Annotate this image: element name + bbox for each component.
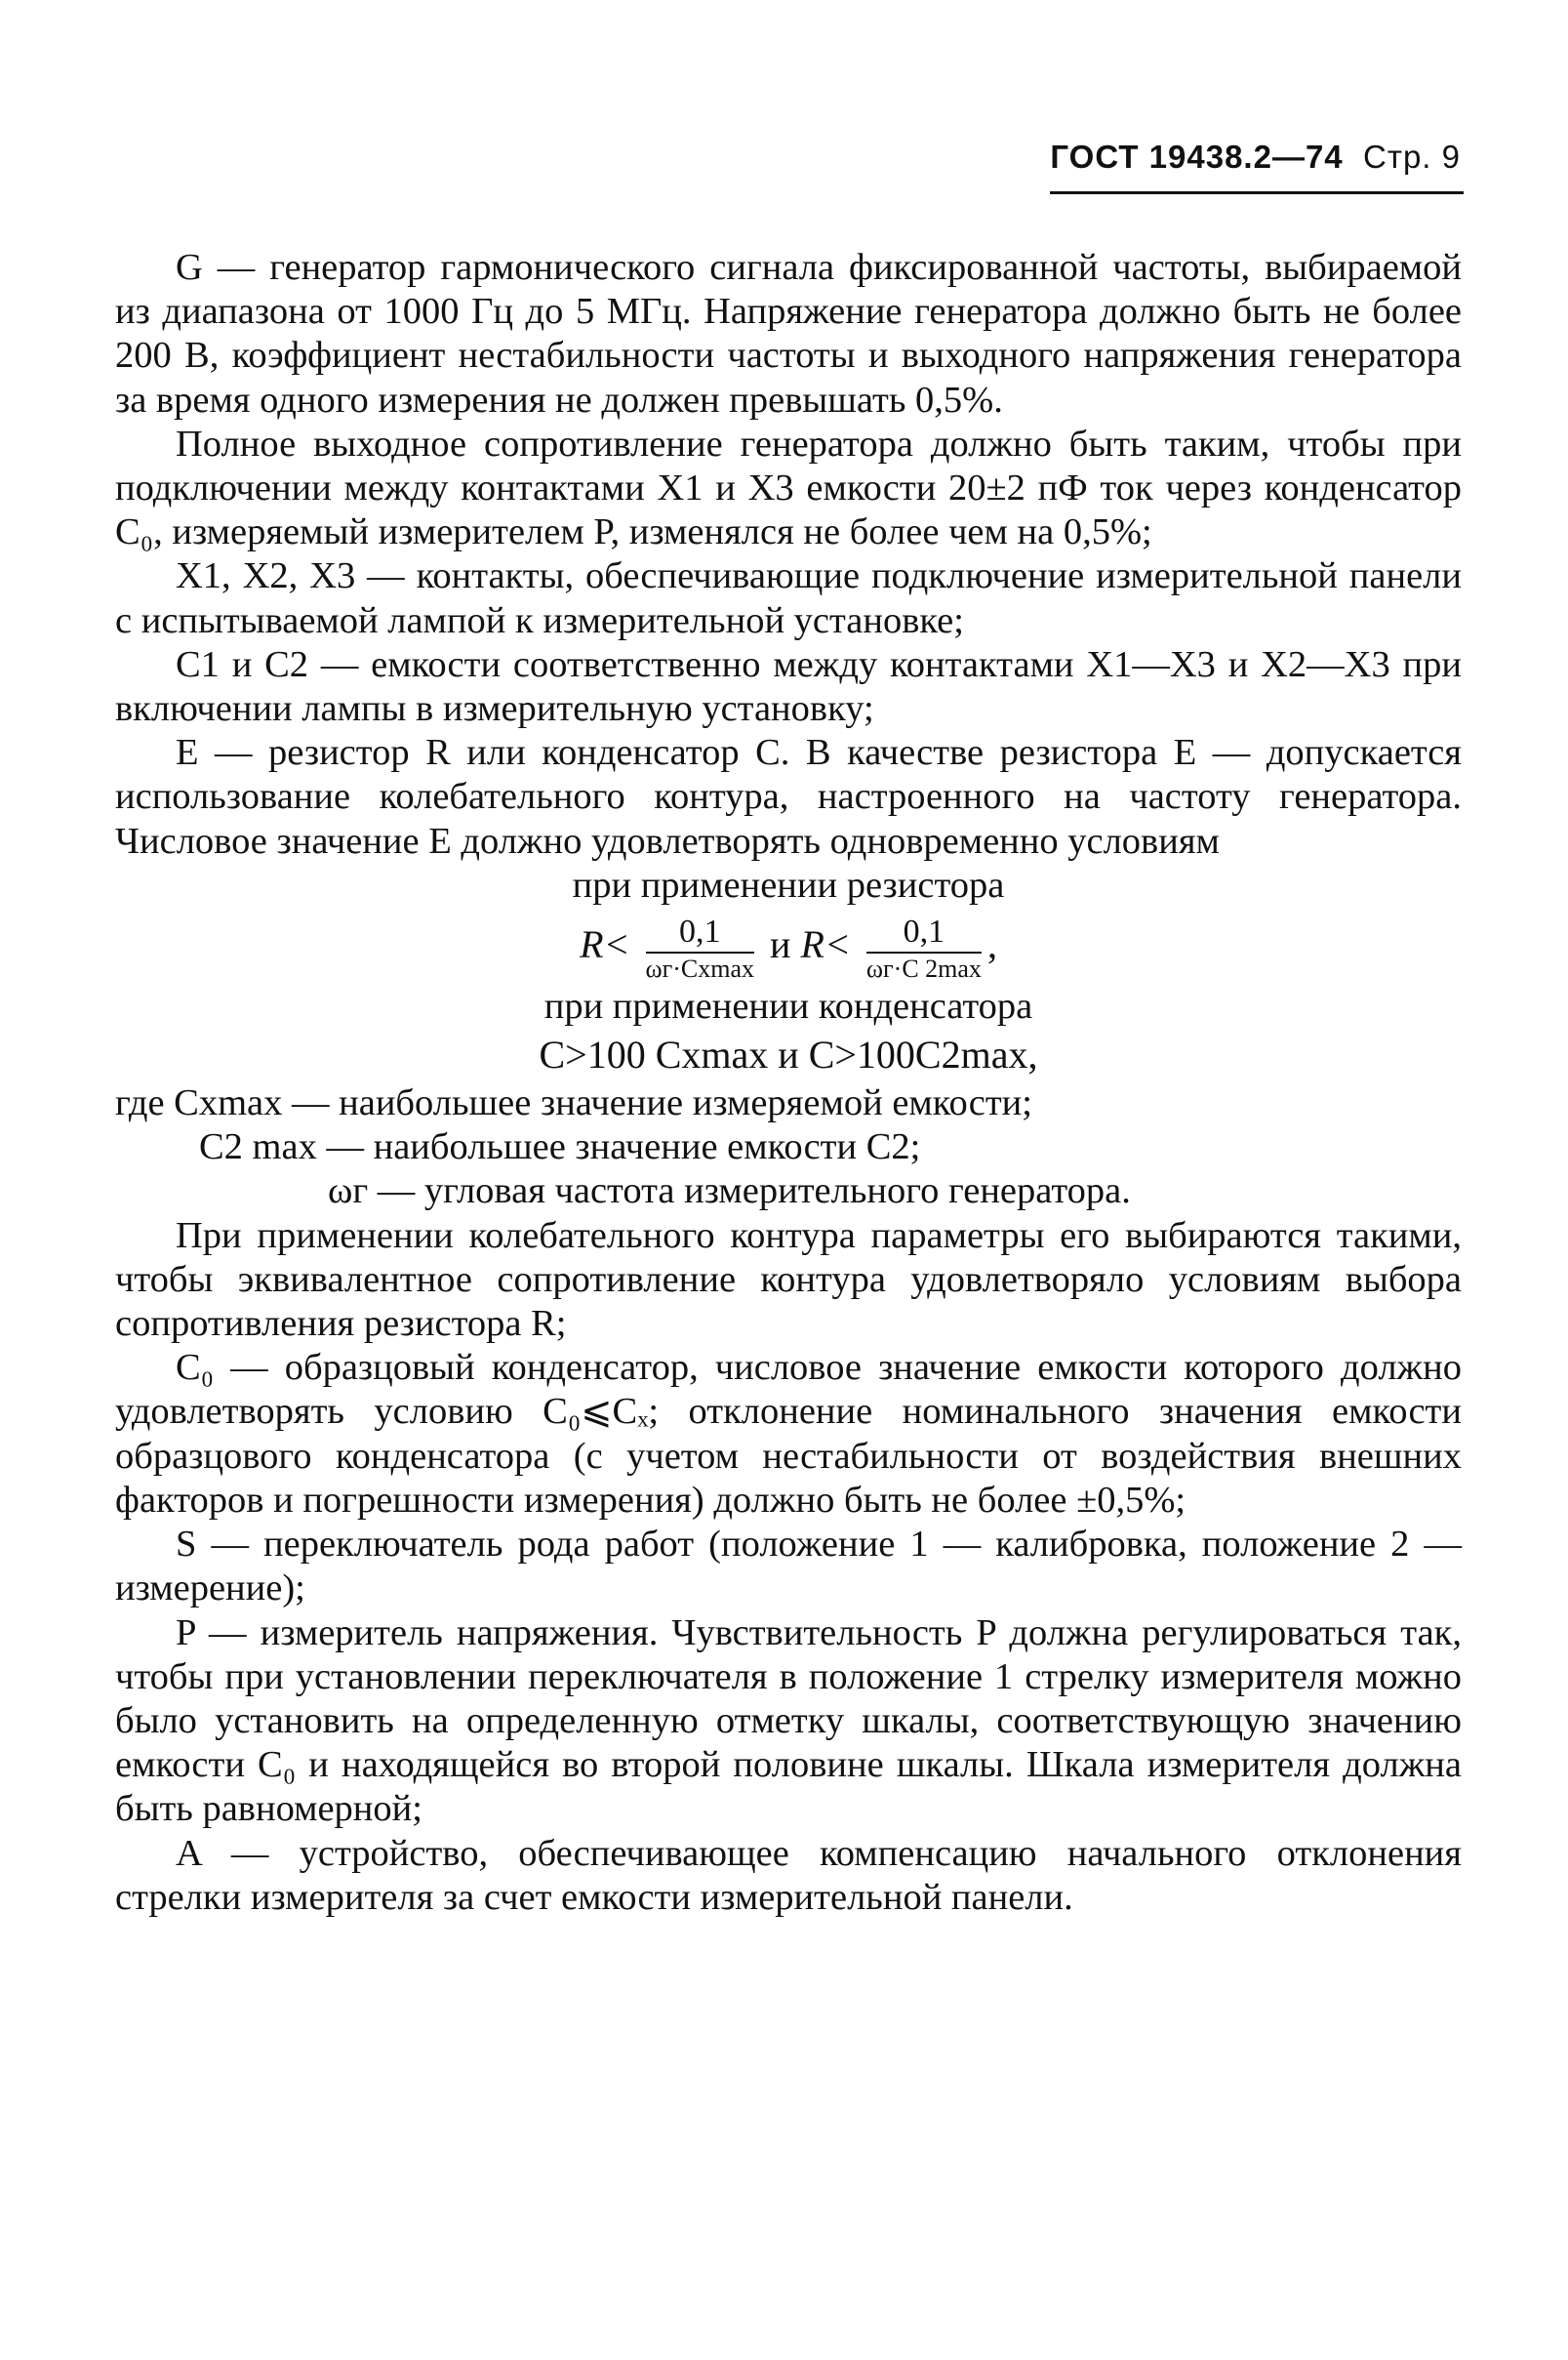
definition-c2max: C2 max — наибольшее значение емкости C2; [199,1126,921,1168]
fraction-1-denominator: ωг·Cxmax [645,954,755,983]
paragraph-element-e: E — резистор R или конденсатор C. В качестве резистора E — допускается использование колебательного контура, настроенного на частоту генератора. Числовое значение E должно удовлетворять одновременно условиям [115,732,1462,862]
page-header [0,139,1461,176]
paragraph-impedance: Полное выходное сопротивление генератора должно быть таким, чтобы при подключении между контактами X1 и X3 емкости 20±2 пФ ток через конденсатор C₀, измеряемый измерителем P, изменялся не более чем на 0,5%; [115,423,1462,553]
definition-omega: ωг — угловая частота измерительного генератора. [328,1170,1131,1212]
paragraph-switch: S — переключатель рода работ (положение 1 — калибровка, положение 2 — измерение); [115,1524,1462,1609]
page-number: Стр. 9 [1363,139,1461,175]
formula-r-conjunction: и [770,922,791,967]
fraction-1-numerator: 0,1 [646,913,755,954]
formula-r-lhs1: R< [580,922,630,967]
paragraph-meter: P — измеритель напряжения. Чувствительность P должна регулироваться так, чтобы при установлении переключателя в положение 1 стрелку измерителя можно было установить на определенную отметку шкалы, соответствующую значению емкости C₀ и находящейся во второй половине шкалы. Шкала измерителя должна быть равномерной; [115,1611,1462,1830]
formula-capacitor: C>100 Cxmax и C>100C2max, [539,1033,1038,1078]
paragraph-generator: G — генератор гармонического сигнала фиксированной частоты, выбираемой из диапазона от 1000 Гц до 5 МГц. Напряжение генератора должно быть не более 200 В, коэффициент нестабильности частоты и выходного напряжения генератора за время одного измерения не должен превышать 0,5%. [115,247,1462,421]
formula-r-lhs2: R< [800,922,851,967]
document-id: ГОСТ 19438.2—74 [1050,139,1344,175]
paragraph-contacts: X1, X2, X3 — контакты, обеспечивающие подключение измерительной панели с испытываемой лампой к измерительной установке; [115,555,1462,641]
fraction-1 [646,913,755,985]
fraction-2 [866,913,982,985]
capacitor-intro: при применении конденсатора [543,985,1033,1027]
paragraph-compensation: A — устройство, обеспечивающее компенсацию начального отклонения стрелки измерителя за счет емкости измерительной панели. [115,1832,1462,1918]
paragraph-capacitances: C1 и C2 — емкости соответственно между контактами X1—X3 и X2—X3 при включении лампы в измерительную установку; [115,643,1462,730]
definition-cxmax: где Cxmax — наибольшее значение измеряемой емкости; [115,1082,1032,1124]
fraction-2-denominator: ωг·C 2max [865,954,982,983]
definitions-list [115,1081,1462,1214]
resistor-intro: при применении резистора [572,864,1005,906]
body-text [115,246,1462,1920]
header-rule [1050,191,1464,194]
formula-resistor [115,908,1462,985]
paragraph-circuit: При применении колебательного контура параметры его выбираются такими, чтобы эквивалентное сопротивление контура удовлетворяло условиям выбора сопротивления резистора R; [115,1214,1462,1345]
fraction-2-numerator: 0,1 [866,913,982,954]
formula-r-tail: , [986,922,997,967]
paragraph-reference-capacitor: C₀ — образцовый конденсатор, числовое значение емкости которого должно удовлетворять условию C₀⩽Cₓ; отклонение номинального значения емкости образцового конденсатора (с учетом нестабильности от воздействия внешних факторов и погрешности измерения) должно быть не более ±0,5%; [115,1347,1462,1521]
